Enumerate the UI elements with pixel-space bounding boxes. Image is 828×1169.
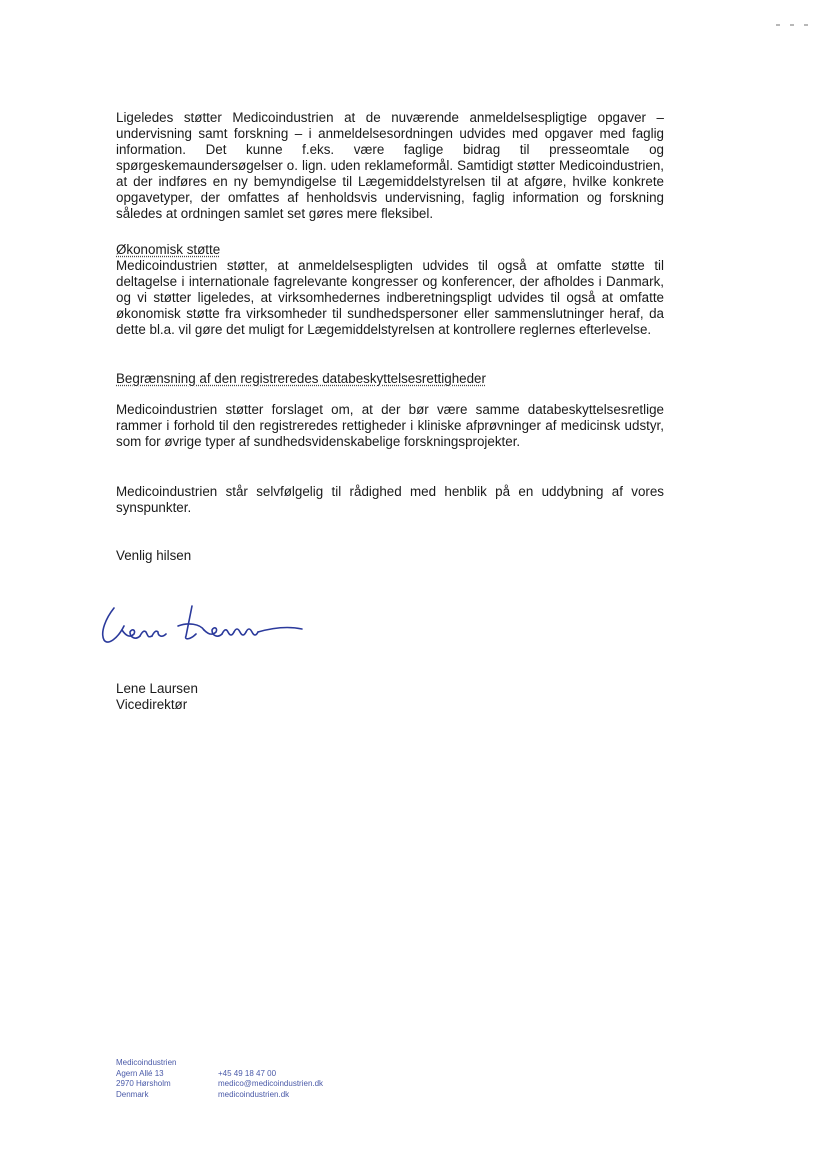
signer-name: Lene Laursen <box>116 681 198 696</box>
footer-phone: +45 49 18 47 00 <box>218 1068 277 1078</box>
footer-email-link[interactable]: medico@medicoindustrien.dk <box>218 1079 324 1088</box>
scan-marks <box>776 24 808 26</box>
handwritten-signature <box>92 596 312 656</box>
scan-mark <box>804 24 808 26</box>
footer-contact <box>218 1069 323 1101</box>
paragraph-availability: Medicoindustrien står selvfølgelig til rådighed med henblik på en uddybning af vores synspunkter. <box>116 484 664 515</box>
footer-street: Agern Allé 13 <box>116 1068 164 1078</box>
paragraph-economic-support: Medicoindustrien støtter, at anmeldelsespligten udvides til også at omfatte støtte til deltagelse i internationale fagrelevante kongresser og konferencer, der afholdes i Danmark, og vi støtter ligeledes, at virksomhedernes indberetningspligt udvides til også at omfatte økonomisk støtte fra virksomheder til sundhedspersoner eller sammenslutninger heraf, da dette bl.a. vil gøre det muligt for Lægemiddelstyrelsen at kontrollere reglernes efterlevelse. <box>116 258 664 337</box>
heading-economic-support: Økonomisk støtte <box>116 242 221 257</box>
footer-city: 2970 Hørsholm <box>116 1079 171 1088</box>
paragraph-information: Ligeledes støtter Medicoindustrien at de nuværende anmeldelsespligtige opgaver – undervisning samt forskning – i anmeldelsesordningen udvides med opgaver med faglig information. Det kunne f.eks. være faglige bidrag til presseomtale og spørgeskemaundersøgelser o. lign. uden reklameformål. Samtidigt støtter Medicoindustrien, at der indføres en ny bemyndigelse til Lægemiddelstyrelsen til at afgøre, hvilke konkrete opgavetyper, der omfattes af henholdsvis undervisning, faglig information og forskning således at ordningen samlet set gøres mere fleksibel. <box>116 110 664 221</box>
heading-data-protection: Begrænsning af den registreredes databeskyttelsesrettigheder <box>116 371 486 386</box>
paragraph-data-protection: Medicoindustrien støtter forslaget om, at der bør være samme databeskyttelsesretlige rammer i forhold til den registreredes rettigheder i kliniske afprøvninger af medicinsk udstyr, som for øvrige typer af sundhedsvidenskabelige forskningsprojekter. <box>116 402 664 449</box>
footer-org: Medicoindustrien <box>116 1058 177 1067</box>
scan-mark <box>790 24 794 26</box>
closing-greeting: Venlig hilsen <box>116 548 192 563</box>
footer-address <box>116 1058 176 1100</box>
footer-web-link[interactable]: medicoindustrien.dk <box>218 1089 290 1099</box>
scan-mark <box>776 24 780 26</box>
signer-title: Vicedirektør <box>116 697 188 712</box>
footer-country: Denmark <box>116 1089 149 1099</box>
